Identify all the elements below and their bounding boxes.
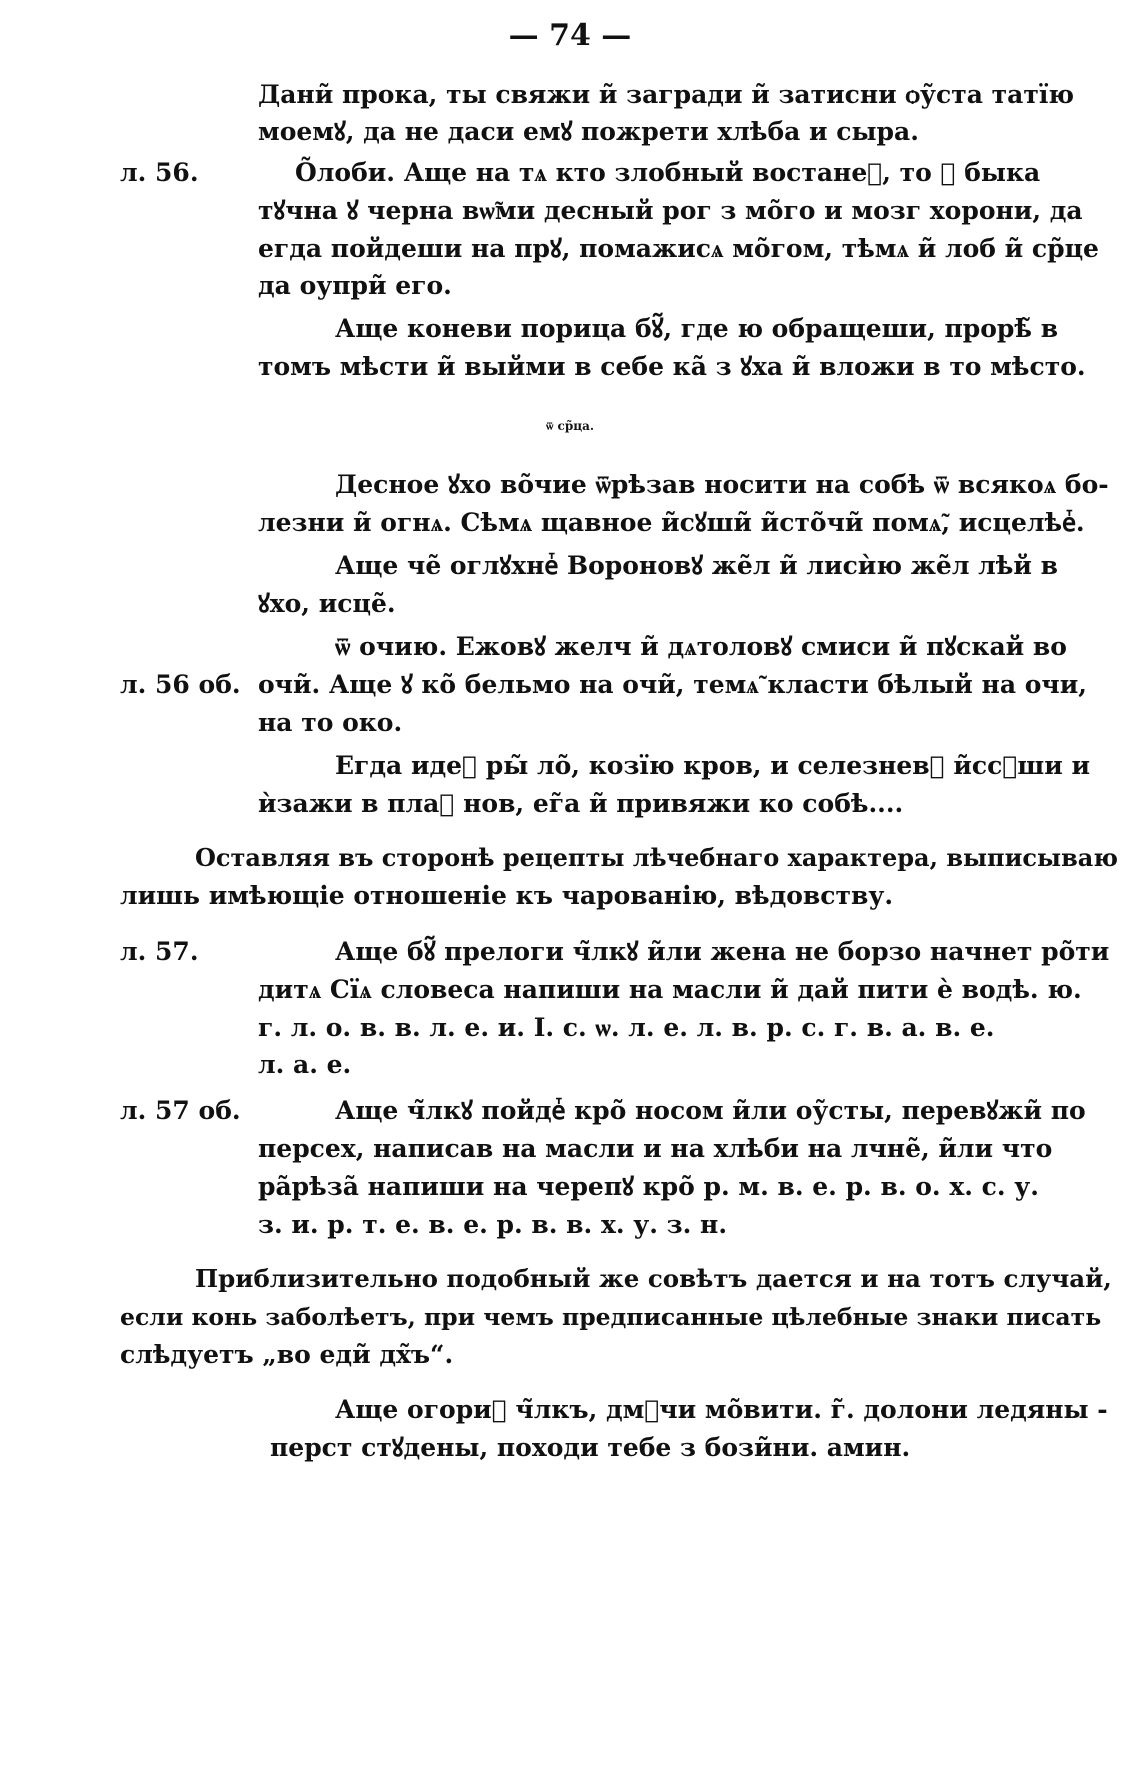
text-line: егда пойдеши на прꙋ, помажисѧ мо̃гом, тѣмѧ и̃ лоб и̃ ср̃це — [258, 234, 1099, 263]
text-line: дитѧ Сїѧ словеса напиши на масли и̃ дай пити ѐ водѣ. ю. — [258, 975, 1082, 1004]
text-line: моемꙋ, да не даси емꙋ пожрети хлѣба и сыра. — [258, 117, 919, 146]
commentary-line: Оставляя въ сторонѣ рецепты лѣчебнаго характера, выписываю — [195, 843, 1118, 872]
text-line: перст стꙋдены, походи тебе з бози̃ни. амин. — [270, 1433, 911, 1462]
margin-label: л. 57. — [120, 937, 199, 966]
text-line: л. а. е. — [258, 1050, 352, 1079]
text-line: Десное ꙋхо во̃чие ѿрѣзав носити на собѣ ѿ всякоѧ бо- — [335, 470, 1109, 499]
text-line: Аще бꙋ̃ прелоги ч̃лкꙋ и̃ли жена не борзо начнет ро̃ти — [335, 937, 1110, 966]
text-line: персех, написав на масли и на хлѣби на лчне̃, и̃ли что — [258, 1134, 1053, 1163]
text-line: тꙋчна ꙋ черна вѡ̃ми десный рог з мо̃го и мозг хорони, да — [258, 196, 1083, 225]
text-line: томъ мѣсти и̃ выйми в себе ка̃ з ꙋха и̃ вложи в то мѣсто. — [258, 352, 1086, 381]
page-number: — 74 — — [508, 18, 632, 53]
text-line: Аще че̃ оглꙋхнеⷮ Вороновꙋ же̃л и̃ лисѝю же̃л лѣй в — [335, 551, 1058, 580]
section-heading: ѿ ср̃ца. — [545, 419, 595, 433]
text-line: ꙋхо, исце̃. — [258, 589, 396, 618]
text-line: ѿ очию. Ежовꙋ желч и̃ дѧтоловꙋ смиси и̃ пꙋскай во — [335, 632, 1067, 661]
commentary-line: Приблизительно подобный же совѣтъ дается и на тотъ случай, — [195, 1264, 1112, 1293]
text-line: да оупри̃ его. — [258, 271, 452, 300]
text-line: Аще ч̃лкꙋ пойдеⷮ кро̃ носом и̃ли оу̃сты, перевꙋжи̃ по — [335, 1096, 1086, 1125]
text-line: на то око. — [258, 708, 403, 737]
text-line: Аще коневи порица бꙋ̃, где ю обращеши, прорѣ̃ в — [335, 314, 1059, 343]
text-line: ѝзажи в плаⷮ нов, ег̃а и̃ привяжи ко собѣ.... — [258, 789, 904, 818]
text-line: ра̃рѣза̃ напиши на черепꙋ кро̃ р. м. в. е. р. в. о. х. с. у. — [258, 1172, 1039, 1201]
text-line: Егда идеⷮ ры̃ ло̃, козїю кров, и селезневꙋ и̃ссꙋши и — [335, 751, 1091, 780]
text-line: з. и. р. т. е. в. е. р. в. в. х. у. з. н. — [258, 1210, 728, 1239]
text-line: О̃лоби. Аще на тѧ кто злобный востанеⷮ, то ꙋ быка — [295, 158, 1041, 187]
text-line: очи̃. Аще ꙋ ко̃ бельмо на очи̃, темѧ̃ класти бѣлый на очи, — [258, 670, 1087, 699]
text-line: г. л. о. в. в. л. е. и. І. с. ѡ. л. е. л. в. р. с. г. в. а. в. е. — [258, 1013, 995, 1042]
margin-label: л. 56. — [120, 158, 199, 187]
commentary-line: слѣдуетъ „во еди̃ дх̃ъ“. — [120, 1340, 454, 1369]
commentary-line: лишь имѣющіе отношеніе къ чарованію, вѣдовству. — [120, 881, 894, 910]
text-line: Аще огориⷮ ч̃лкъ, дмꙋчи мо̃вити. г̃. долони ледяны ‑ — [335, 1395, 1108, 1424]
margin-label: л. 57 об. — [120, 1096, 241, 1125]
text-line: Дани̃ прока, ты свяжи и̃ загради и̃ затисни ѻу̃ста татїю — [258, 80, 1074, 109]
margin-label: л. 56 об. — [120, 670, 241, 699]
text-line: лезни и̃ огнѧ. Сѣмѧ щавное и̃сꙋши̃ и̃сто̃чи̃ помѧ̃, исцелѣеⷮ. — [258, 508, 1085, 537]
commentary-line: если конь заболѣетъ, при чемъ предписанные цѣлебные знаки писать — [120, 1303, 1102, 1331]
